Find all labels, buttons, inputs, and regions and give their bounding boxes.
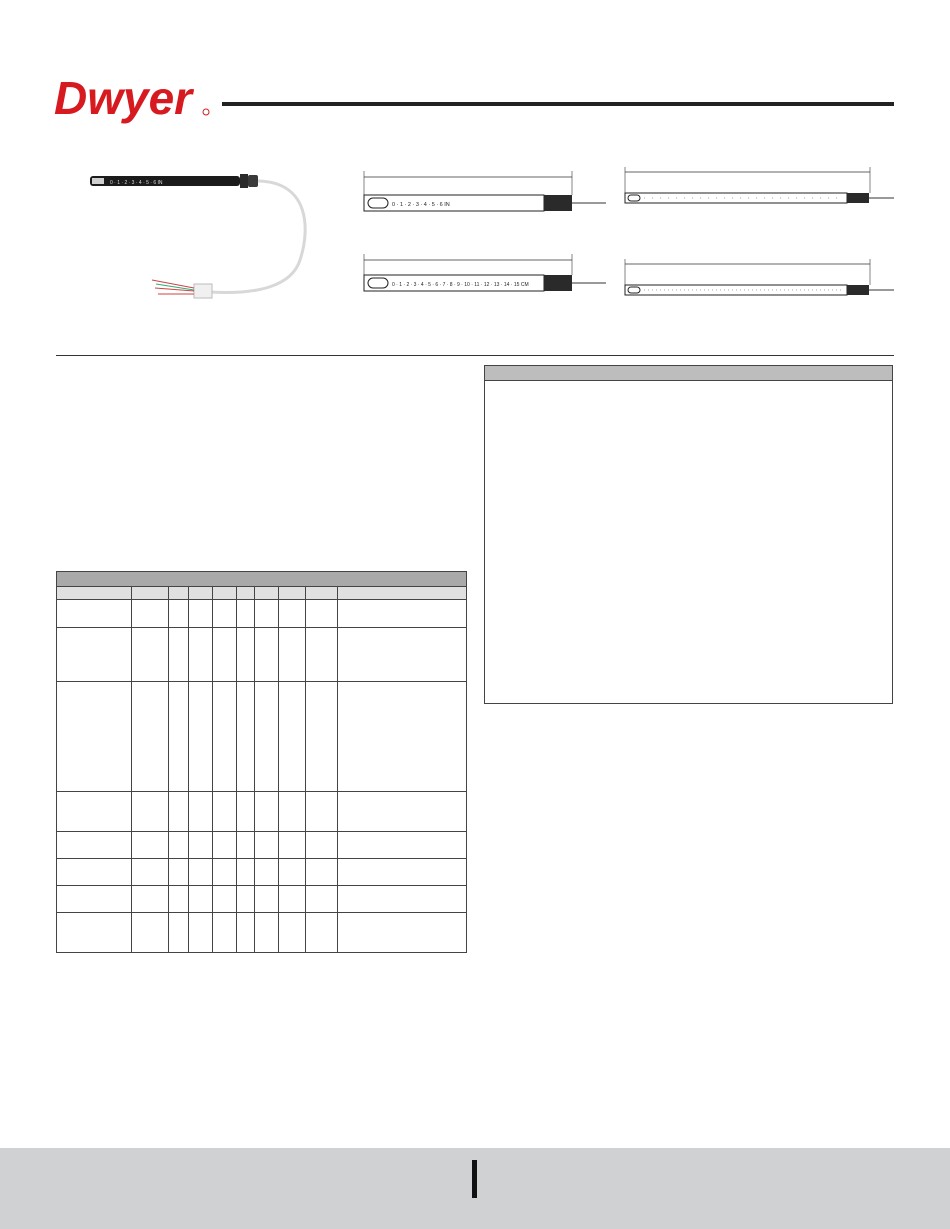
table-row	[57, 628, 467, 682]
table-row	[57, 832, 467, 859]
probe-drawing-6in	[360, 165, 610, 220]
header-rule	[222, 102, 894, 106]
scale-6in-label: 0 · 1 · 2 · 3 · 4 · 5 · 6 IN	[392, 202, 450, 208]
probe-drawing-15cm	[360, 250, 610, 300]
table-row	[57, 859, 467, 886]
product-photo	[60, 160, 340, 320]
table-row	[57, 600, 467, 628]
scale-15cm-label: 0 · 1 · 2 · 3 · 4 · 5 · 6 · 7 · 8 · 9 · 10 · 11 · 12 · 13 · 14 · 15 CM	[392, 282, 529, 288]
dwyer-logo	[52, 70, 212, 126]
info-box	[484, 365, 893, 704]
table-row	[57, 886, 467, 913]
footer-divider-bar	[472, 1160, 477, 1198]
table-title-row	[57, 572, 467, 587]
table-row	[57, 682, 467, 792]
table-row	[57, 913, 467, 953]
spec-table	[56, 571, 467, 953]
info-box-header	[485, 366, 892, 381]
section-rule	[56, 355, 894, 356]
probe-drawing-30cm	[620, 255, 900, 305]
svg-text:Dwyer: Dwyer	[54, 72, 193, 124]
table-header-row	[57, 587, 467, 600]
probe-drawing-12in	[620, 163, 900, 213]
svg-text:0 · 1 · 2 · 3 · 4 · 5 · 6 IN: 0 · 1 · 2 · 3 · 4 · 5 · 6 IN	[110, 180, 163, 186]
table-row	[57, 792, 467, 832]
